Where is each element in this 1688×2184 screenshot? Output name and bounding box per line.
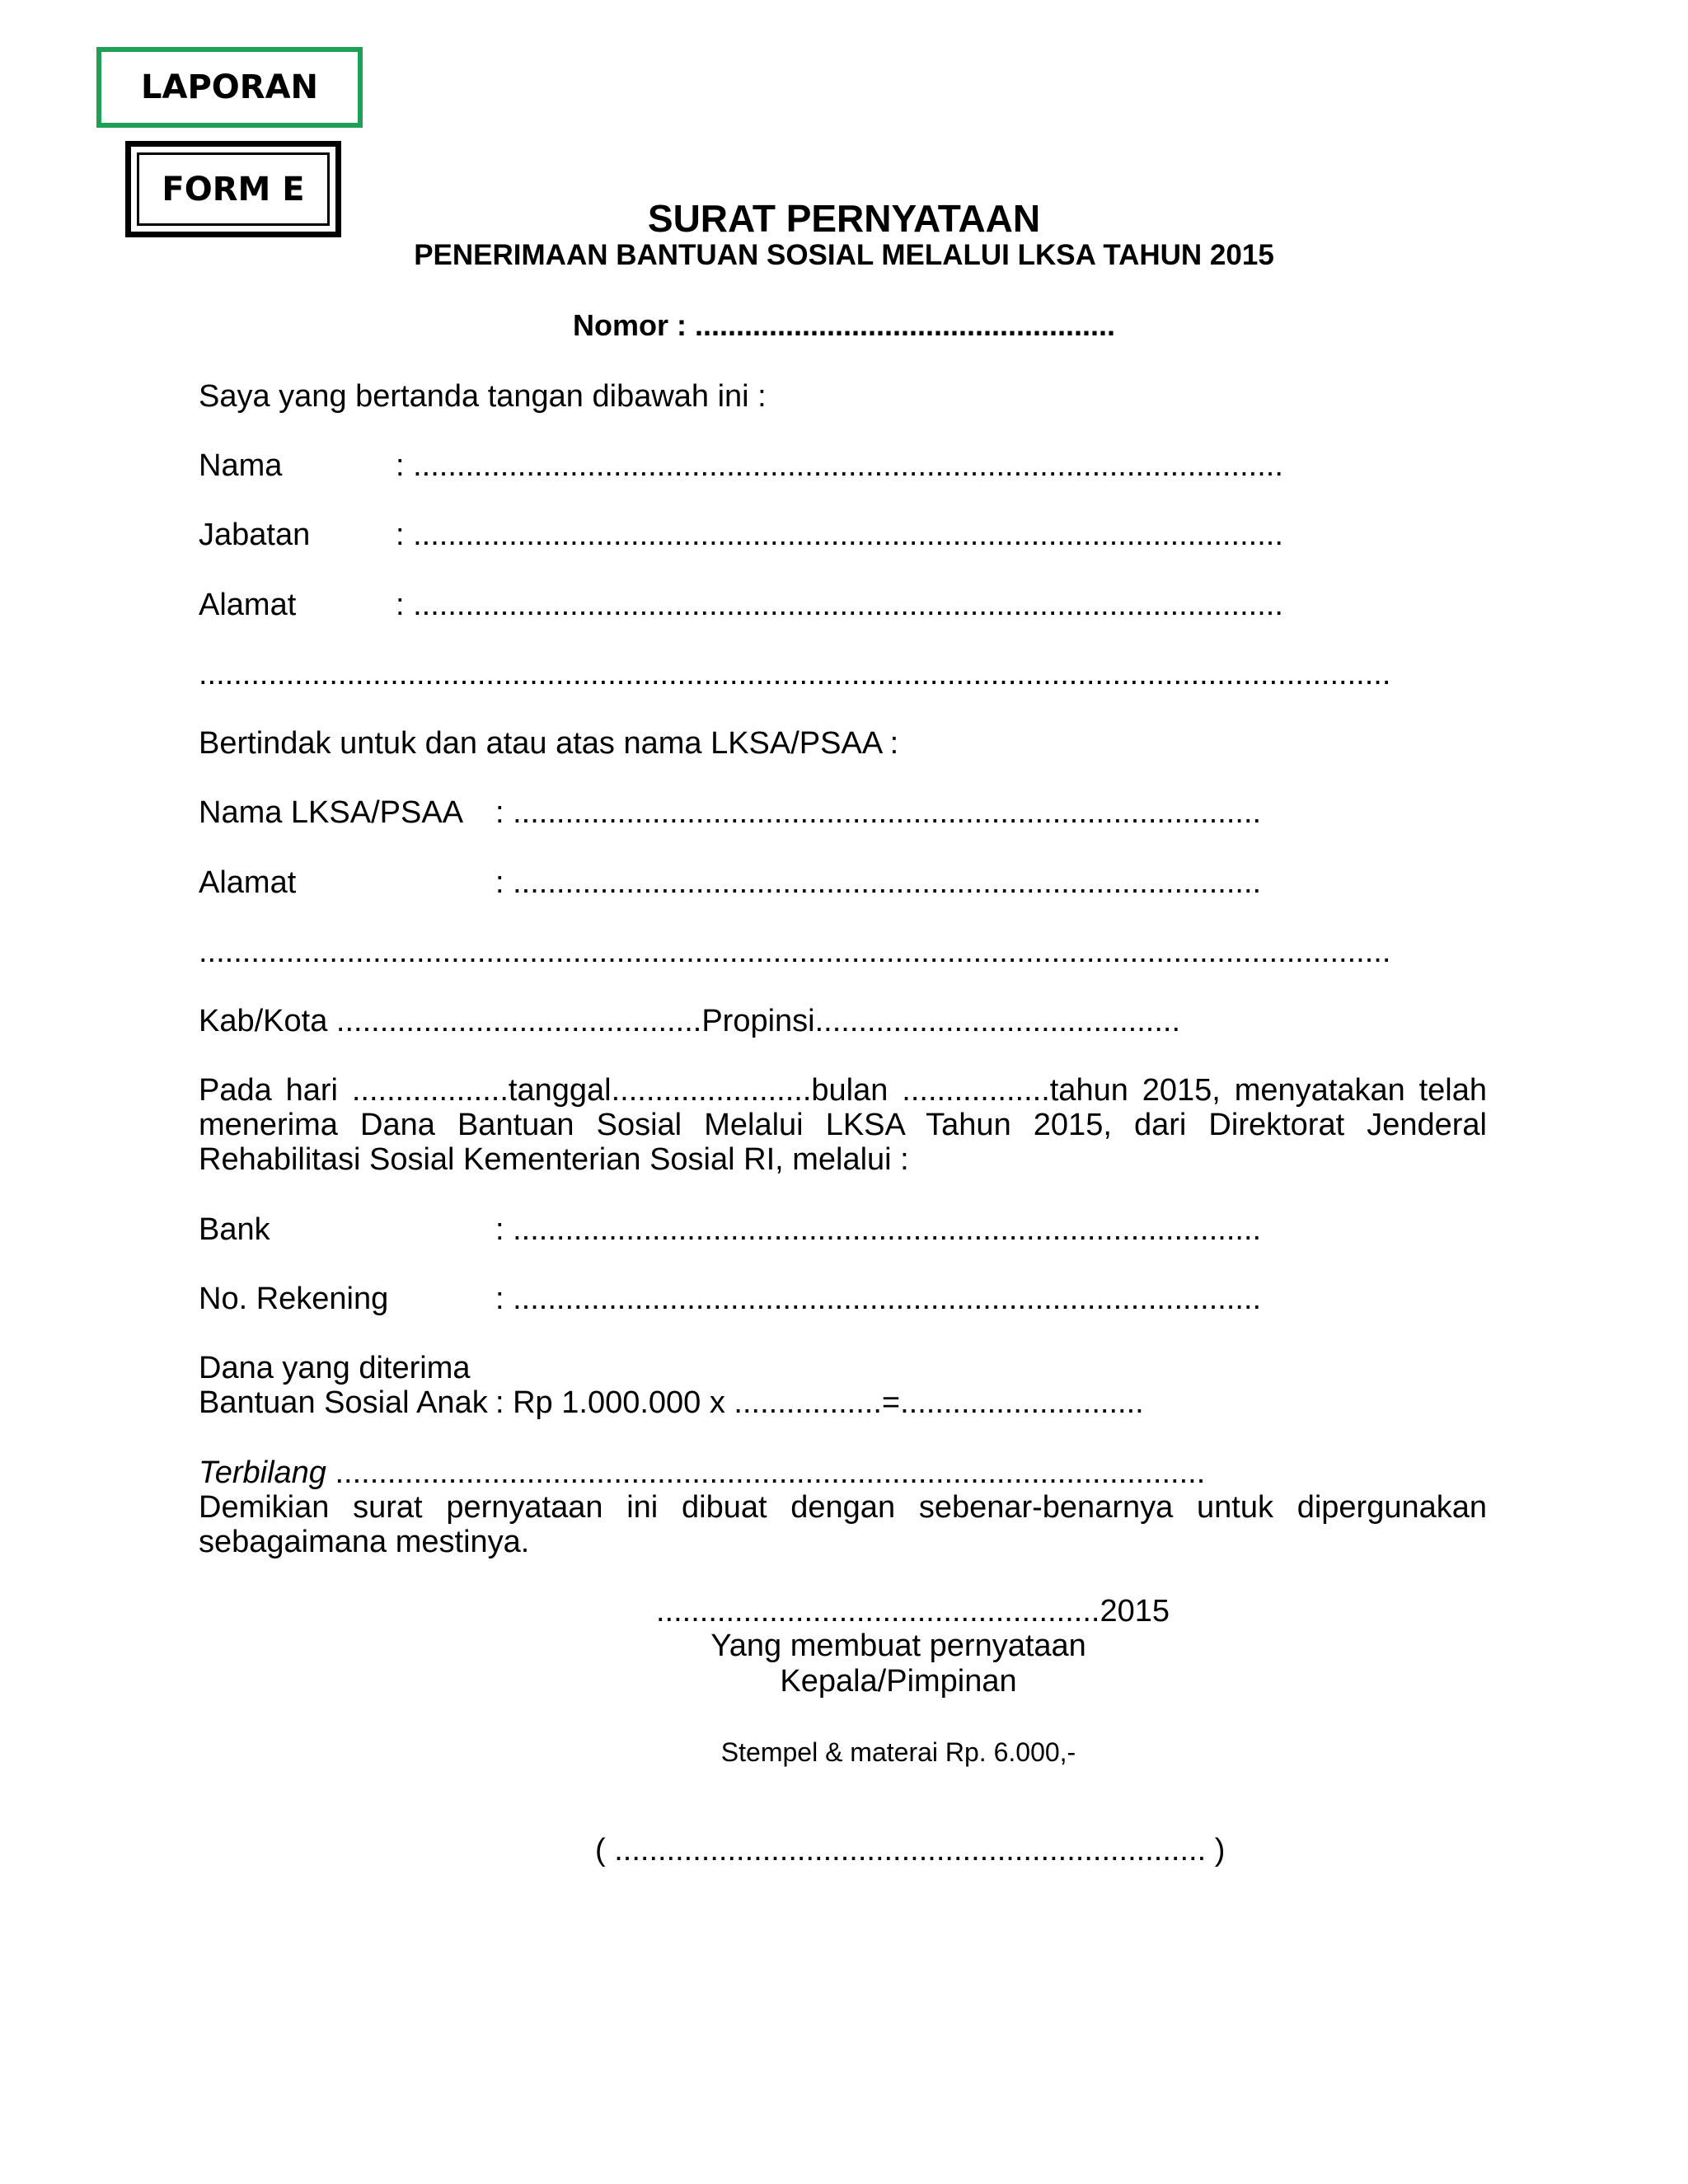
alamat-label: Alamat <box>199 588 297 622</box>
nomor-line: Nomor : ................................................... <box>572 308 1116 342</box>
rekening-label: No. Rekening <box>199 1282 389 1316</box>
signature-role-line-2: Kepala/Pimpinan <box>780 1664 1017 1699</box>
intro-text: Saya yang bertanda tangan dibawah ini : <box>199 379 767 414</box>
jabatan-label: Jabatan <box>199 518 311 552</box>
closing-line-1: Demikian surat pernyataan ini dibuat dengan sebenar-benarnya untuk dipergunakan <box>199 1490 1487 1525</box>
signature-role-line-1: Yang membuat pernyataan <box>710 1629 1086 1663</box>
document-title: SURAT PERNYATAAN <box>647 197 1041 240</box>
org-alamat-label: Alamat <box>199 865 297 900</box>
signature-name-line: ( .................................................................... ) <box>595 1833 1226 1868</box>
org-alamat-continuation-line: ......................................................................................................................................... <box>199 935 1391 969</box>
nama-lksa-label: Nama LKSA/PSAA <box>199 795 464 830</box>
dana-amount-field: : Rp 1.000.000 x .................=............................ <box>495 1385 1144 1420</box>
laporan-label: LAPORAN <box>141 68 318 106</box>
statement-line-2: menerima Dana Bantuan Sosial Melalui LKSA Tahun 2015, dari Direktorat Jenderal <box>199 1108 1487 1142</box>
dana-label-line-1: Dana yang diterima <box>199 1351 471 1385</box>
org-intro-text: Bertindak untuk dan atau atas nama LKSA/PSAA : <box>199 726 899 761</box>
org-alamat-field: : ...................................................................................... <box>495 865 1262 900</box>
statement-line-3: Rehabilitasi Sosial Kementerian Sosial RI, melalui : <box>199 1142 909 1177</box>
jabatan-field: : .................................................................................................... <box>396 518 1283 552</box>
stamp-note: Stempel & materai Rp. 6.000,- <box>720 1737 1076 1767</box>
document-subtitle: PENERIMAAN BANTUAN SOSIAL MELALUI LKSA TAHUN 2015 <box>414 239 1274 271</box>
rekening-field: : ...................................................................................... <box>495 1282 1262 1316</box>
alamat-continuation-line: ......................................................................................................................................... <box>199 657 1391 691</box>
nama-label: Nama <box>199 448 283 483</box>
bank-label: Bank <box>199 1212 270 1247</box>
closing-line-2: sebagaimana mestinya. <box>199 1525 530 1559</box>
terbilang-label: Terbilang <box>199 1455 326 1490</box>
alamat-field: : .................................................................................................... <box>396 588 1283 622</box>
nama-lksa-field: : ...................................................................................... <box>495 795 1262 830</box>
dana-label-line-2: Bantuan Sosial Anak <box>199 1385 488 1420</box>
statement-line-1: Pada hari ..................tanggal.......................bulan .................tahun 2015, menyatakan telah <box>199 1073 1487 1108</box>
terbilang-line <box>199 1455 1205 1491</box>
signature-date-line: ...................................................2015 <box>656 1594 1170 1629</box>
region-line: Kab/Kota ..........................................Propinsi.......................................... <box>199 1004 1181 1038</box>
form-e-label: FORM E <box>162 170 305 209</box>
laporan-badge <box>96 47 363 128</box>
terbilang-field: .................................................................................................... <box>326 1455 1206 1490</box>
bank-field: : ...................................................................................... <box>495 1212 1262 1247</box>
nama-field: : .................................................................................................... <box>396 448 1283 483</box>
